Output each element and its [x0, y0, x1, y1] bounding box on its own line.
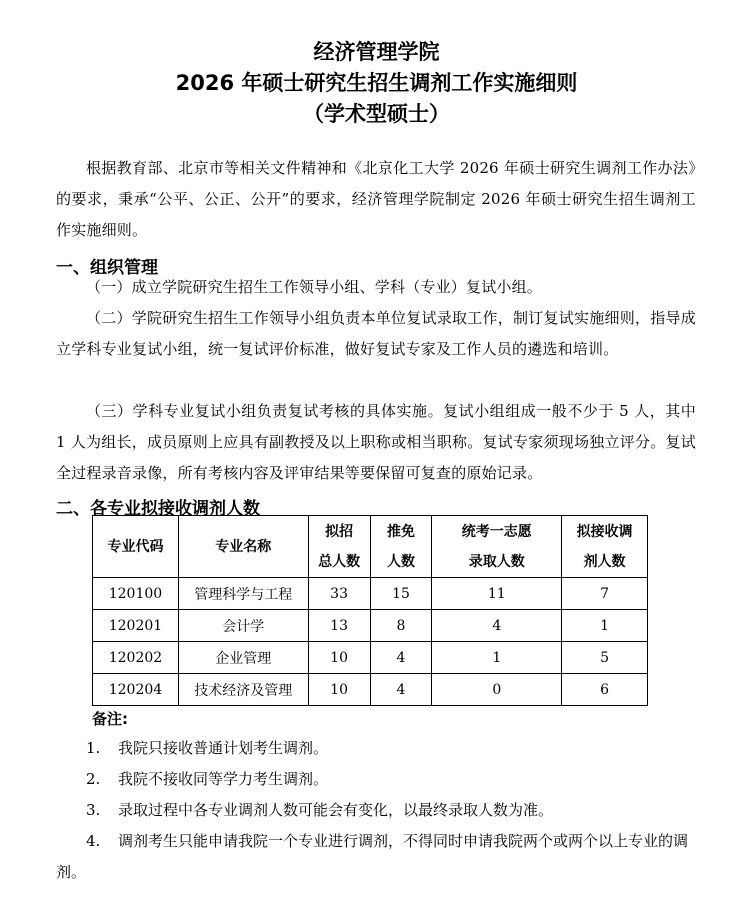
table-row: [93, 642, 648, 674]
cell-total: 33: [308, 578, 370, 610]
cell-recommended: 4: [370, 642, 432, 674]
note-number: 2.: [86, 770, 101, 788]
org-paragraph-3: （三）学科专业复试小组负责复试考核的具体实施。复试小组组成一般不少于 5 人，其中 1 人为组长，成员原则上应具有副教授及以上职称或相当职称。复试专家须现场独立评分。复试全过程录音录像，所有考核内容及评审结果等要保留可复查的原始记录。: [56, 402, 696, 482]
header-name: 专业名称: [178, 516, 308, 578]
cell-adjustment: 7: [562, 578, 648, 610]
quota-table: [92, 515, 648, 706]
table-row: [93, 578, 648, 610]
table-row: [93, 610, 648, 642]
header-adjustment: 拟接收调 剂人数: [562, 516, 648, 578]
note-number: 1.: [86, 739, 101, 757]
cell-adjustment: 1: [562, 610, 648, 642]
cell-name: 会计学: [178, 610, 308, 642]
note-text: 我院不接收同等学力考生调剂。: [118, 770, 329, 788]
header-recommended: 推免 人数: [370, 516, 432, 578]
org-paragraph-1: （一）成立学院研究生招生工作领导小组、学科（专业）复试小组。: [86, 278, 543, 296]
table-row: [93, 674, 648, 706]
cell-first-choice: 4: [432, 610, 562, 642]
note-item: [56, 826, 696, 888]
cell-adjustment: 5: [562, 642, 648, 674]
cell-name: 管理科学与工程: [178, 578, 308, 610]
cell-recommended: 4: [370, 674, 432, 706]
cell-total: 13: [308, 610, 370, 642]
cell-total: 10: [308, 642, 370, 674]
note-item: [56, 733, 696, 764]
header-total: 拟招 总人数: [308, 516, 370, 578]
note-text: 调剂考生只能申请我院一个专业进行调剂，不得同时申请我院两个或两个以上专业的调剂。: [56, 832, 689, 881]
cell-adjustment: 6: [562, 674, 648, 706]
cell-recommended: 15: [370, 578, 432, 610]
doc-title-main: 2026 年硕士研究生招生调剂工作实施细则: [175, 71, 578, 95]
note-number: 3.: [86, 801, 101, 819]
note-number: 4.: [86, 832, 101, 850]
header-code: 专业代码: [93, 516, 179, 578]
intro-paragraph: 根据教育部、北京市等相关文件精神和《北京化工大学 2026 年硕士研究生调剂工作办法》的要求，秉承“公平、公正、公开”的要求，经济管理学院制定 2026 年硕士研究生招生调剂工作实施细则。: [56, 159, 696, 239]
cell-code: 120201: [93, 610, 179, 642]
org-paragraph-2: （二）学院研究生招生工作领导小组负责本单位复试录取工作，制订复试实施细则，指导成立学科专业复试小组，统一复试评价标准，做好复试专家及工作人员的遴选和培训。: [56, 309, 696, 358]
cell-name: 技术经济及管理: [178, 674, 308, 706]
cell-first-choice: 0: [432, 674, 562, 706]
header-first-choice: 统考一志愿 录取人数: [432, 516, 562, 578]
table-header-row: [93, 516, 648, 578]
note-text: 录取过程中各专业调剂人数可能会有变化，以最终录取人数为准。: [118, 801, 554, 819]
cell-code: 120100: [93, 578, 179, 610]
cell-name: 企业管理: [178, 642, 308, 674]
section-heading-quota: 二、各专业拟接收调剂人数: [56, 499, 260, 519]
doc-title-school: 经济管理学院: [313, 40, 440, 64]
note-item: [56, 764, 696, 795]
cell-total: 10: [308, 674, 370, 706]
cell-code: 120202: [93, 642, 179, 674]
note-item: [56, 795, 696, 826]
doc-title-sub: （学术型硕士）: [303, 102, 450, 126]
cell-first-choice: 1: [432, 642, 562, 674]
cell-code: 120204: [93, 674, 179, 706]
cell-first-choice: 11: [432, 578, 562, 610]
section-heading-organization: 一、组织管理: [56, 258, 158, 278]
note-text: 我院只接收普通计划考生调剂。: [118, 739, 329, 757]
cell-recommended: 8: [370, 610, 432, 642]
notes-label: 备注:: [92, 710, 128, 728]
